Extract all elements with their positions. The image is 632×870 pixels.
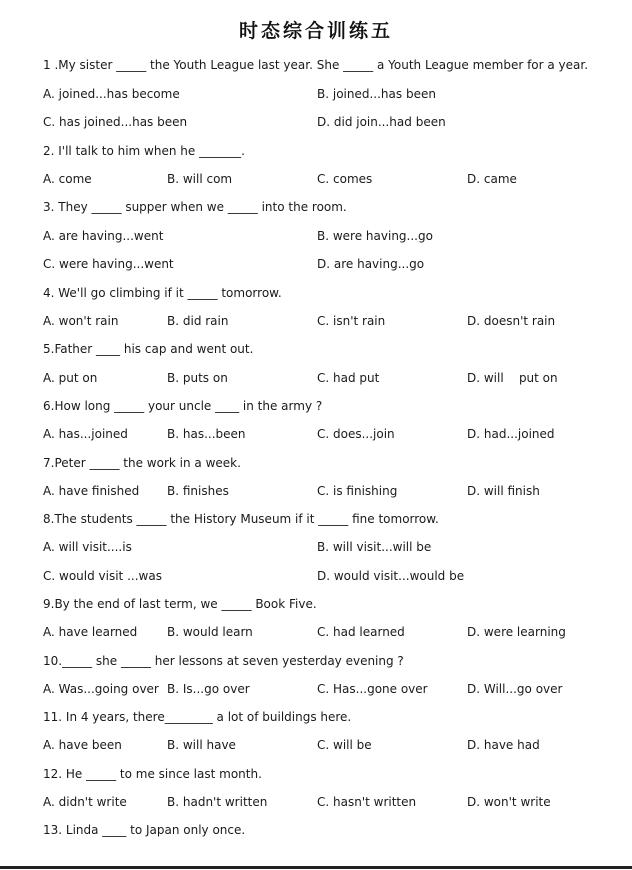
question-4-option-c: C. isn't rain bbox=[317, 314, 386, 328]
question-3-option-c: C. were having...went bbox=[43, 257, 174, 271]
question-4-option-d: D. doesn't rain bbox=[467, 314, 556, 328]
page-bottom-rule bbox=[0, 866, 632, 869]
question-10-option-b: B. Is...go over bbox=[167, 682, 250, 696]
question-2-option-a: A. come bbox=[43, 172, 92, 186]
question-4-option-a: A. won't rain bbox=[43, 314, 119, 328]
question-11-stem: 11. In 4 years, there________ a lot of buildings here. bbox=[43, 710, 352, 724]
question-1-option-d: D. did join...had been bbox=[317, 115, 446, 129]
question-7-option-b: B. finishes bbox=[167, 484, 229, 498]
question-6-option-d: D. had...joined bbox=[467, 427, 555, 441]
question-12-option-b: B. hadn't written bbox=[167, 795, 268, 809]
page-title: 时态综合训练五 bbox=[238, 20, 393, 42]
question-4-stem: 4. We'll go climbing if it _____ tomorrow. bbox=[43, 286, 282, 300]
question-9-option-c: C. had learned bbox=[317, 625, 405, 639]
question-3-option-a: A. are having...went bbox=[43, 229, 164, 243]
question-6-option-b: B. has...been bbox=[167, 427, 246, 441]
question-8-option-c: C. would visit ...was bbox=[43, 569, 162, 583]
question-7-option-d: D. will finish bbox=[467, 484, 540, 498]
question-9-option-b: B. would learn bbox=[167, 625, 253, 639]
question-10-stem: 10._____ she _____ her lessons at seven yesterday evening ? bbox=[43, 654, 404, 668]
question-2-option-c: C. comes bbox=[317, 172, 373, 186]
question-12-option-d: D. won't write bbox=[467, 795, 551, 809]
question-8-option-d: D. would visit...would be bbox=[317, 569, 465, 583]
question-9-option-a: A. have learned bbox=[43, 625, 138, 639]
question-7-option-a: A. have finished bbox=[43, 484, 140, 498]
question-11-option-a: A. have been bbox=[43, 738, 122, 752]
question-12-option-c: C. hasn't written bbox=[317, 795, 417, 809]
question-5-option-a: A. put on bbox=[43, 371, 98, 385]
question-5-option-c: C. had put bbox=[317, 371, 380, 385]
question-6-stem: 6.How long _____ your uncle ____ in the army ? bbox=[43, 399, 323, 413]
question-3-stem: 3. They _____ supper when we _____ into the room. bbox=[43, 200, 347, 214]
question-8-stem: 8.The students _____ the History Museum if it _____ fine tomorrow. bbox=[43, 512, 439, 526]
question-7-option-c: C. is finishing bbox=[317, 484, 398, 498]
question-10-option-a: A. Was...going over bbox=[43, 682, 159, 696]
question-4-option-b: B. did rain bbox=[167, 314, 229, 328]
question-11-option-d: D. have had bbox=[467, 738, 540, 752]
question-12-stem: 12. He _____ to me since last month. bbox=[43, 767, 262, 781]
question-5-option-b: B. puts on bbox=[167, 371, 228, 385]
question-8-option-b: B. will visit...will be bbox=[317, 540, 432, 554]
question-2-stem: 2. I'll talk to him when he _______. bbox=[43, 144, 245, 158]
question-2-option-b: B. will com bbox=[167, 172, 233, 186]
question-12-option-a: A. didn't write bbox=[43, 795, 127, 809]
question-5-option-d: D. will put on bbox=[467, 371, 558, 385]
question-6-option-c: C. does...join bbox=[317, 427, 395, 441]
question-5-stem: 5.Father ____ his cap and went out. bbox=[43, 342, 254, 356]
question-3-option-b: B. were having...go bbox=[317, 229, 433, 243]
question-10-option-c: C. Has...gone over bbox=[317, 682, 428, 696]
question-1-option-b: B. joined...has been bbox=[317, 87, 436, 101]
question-13-stem: 13. Linda ____ to Japan only once. bbox=[43, 823, 246, 837]
question-7-stem: 7.Peter _____ the work in a week. bbox=[43, 456, 241, 470]
question-9-option-d: D. were learning bbox=[467, 625, 566, 639]
question-10-option-d: D. Will...go over bbox=[467, 682, 563, 696]
question-1-option-c: C. has joined...has been bbox=[43, 115, 188, 129]
question-2-option-d: D. came bbox=[467, 172, 517, 186]
question-8-option-a: A. will visit....is bbox=[43, 540, 132, 554]
question-11-option-b: B. will have bbox=[167, 738, 236, 752]
question-1-option-a: A. joined...has become bbox=[43, 87, 180, 101]
question-3-option-d: D. are having...go bbox=[317, 257, 425, 271]
question-11-option-c: C. will be bbox=[317, 738, 372, 752]
question-1-stem: 1 .My sister _____ the Youth League last year. She _____ a Youth League member for a year. bbox=[43, 58, 589, 72]
question-9-stem: 9.By the end of last term, we _____ Book Five. bbox=[43, 597, 317, 611]
question-6-option-a: A. has...joined bbox=[43, 427, 128, 441]
